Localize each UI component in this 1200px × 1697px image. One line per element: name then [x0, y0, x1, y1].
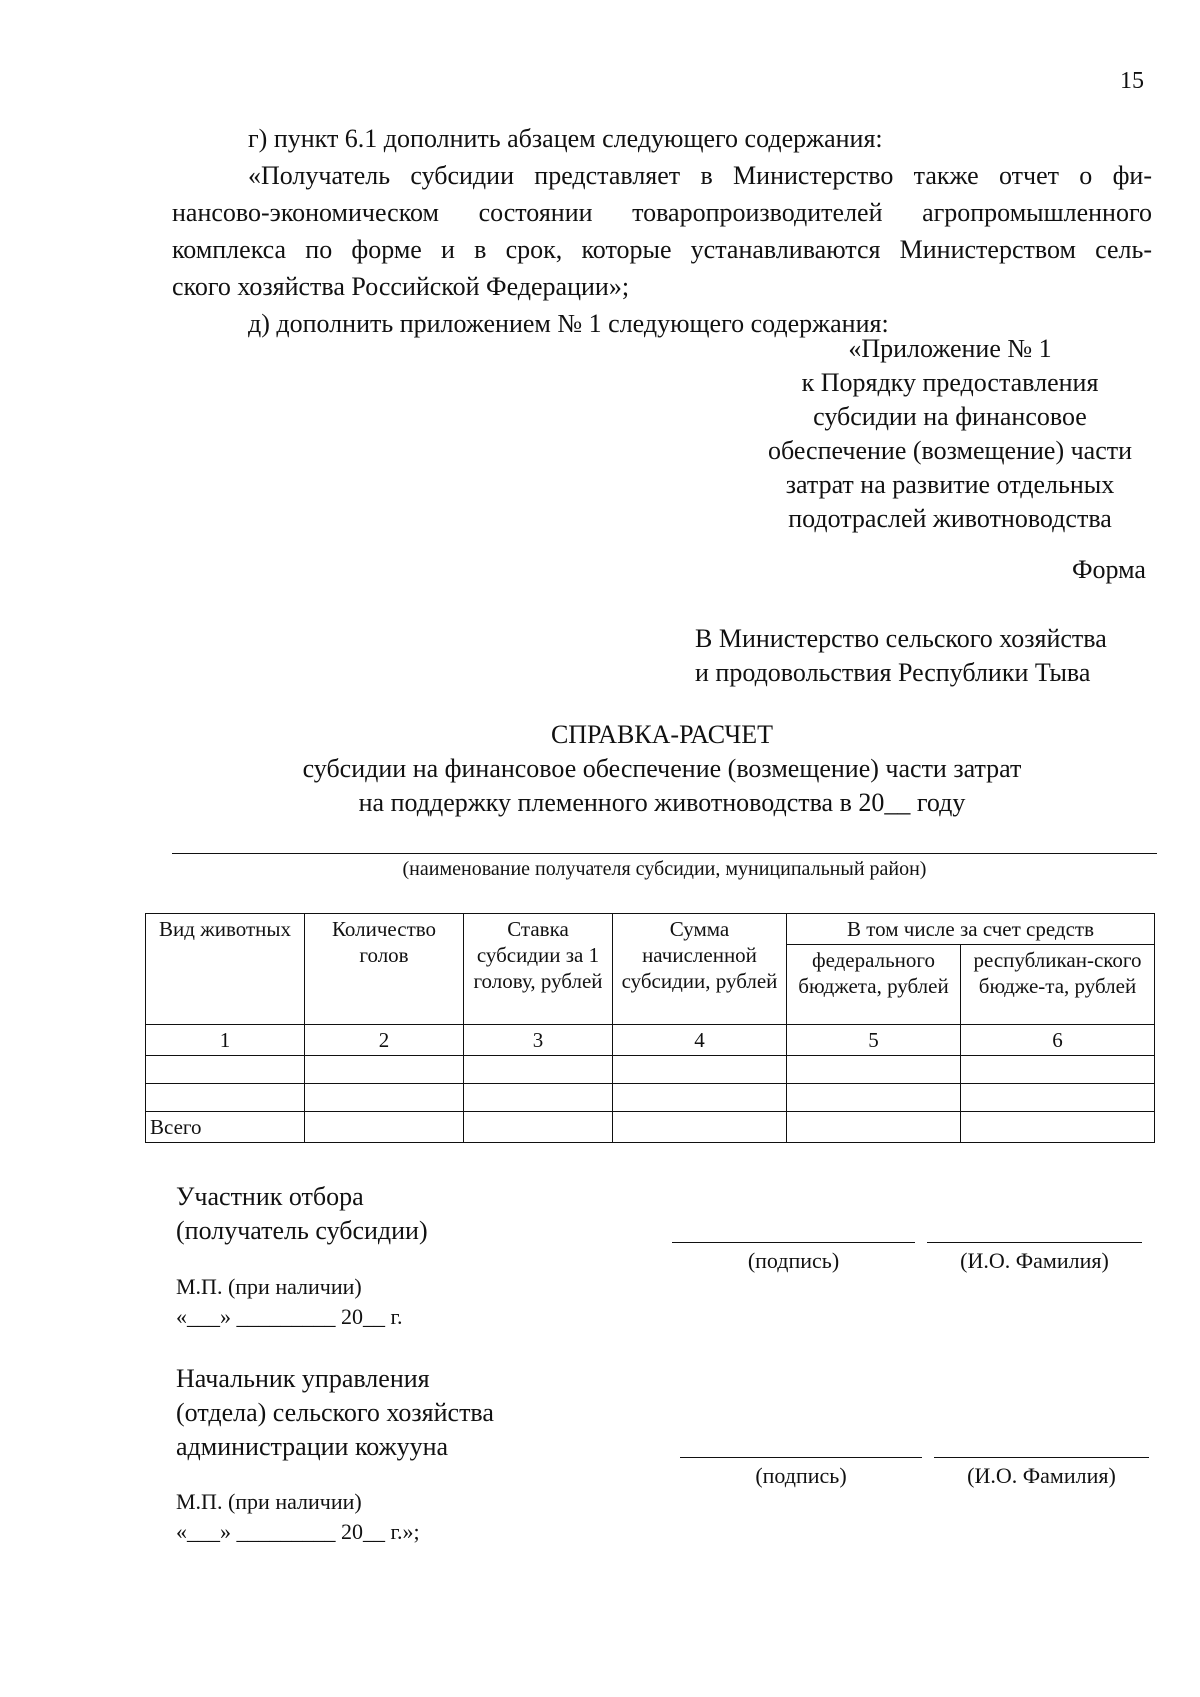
paragraph-d: д) дополнить приложением № 1 следующего содержания: — [248, 309, 889, 338]
appendix-line: «Приложение № 1 — [848, 334, 1052, 363]
head-signature-caption: (подпись) — [755, 1463, 847, 1488]
document-subtitle-line: субсидии на финансовое обеспечение (возмещение) части затрат — [302, 754, 1022, 783]
participant-name-caption: (И.О. Фамилия) — [960, 1248, 1109, 1273]
addressee-line: В Министерство сельского хозяйства — [695, 624, 1107, 653]
participant-date: «___» _________ 20__ г. — [176, 1304, 403, 1329]
recipient-name-line — [172, 853, 1157, 854]
appendix-line: субсидии на финансовое — [813, 402, 1087, 431]
table-cell[interactable] — [305, 1112, 464, 1143]
header-republic-budget: республикан-ского бюдже-та, рублей — [961, 945, 1155, 1025]
quote-line-2: нансово-экономическом состоянии товаропроизводителей агропромышленного — [172, 198, 1152, 227]
table-row — [146, 1056, 1155, 1084]
recipient-caption: (наименование получателя субсидии, муниципальный район) — [402, 858, 927, 880]
table-cell[interactable] — [961, 1112, 1155, 1143]
table-cell[interactable] — [146, 1084, 305, 1112]
column-number: 2 — [305, 1025, 464, 1056]
participant-stamp: М.П. (при наличии) — [176, 1274, 362, 1299]
page-number: 15 — [1120, 68, 1144, 94]
paragraph-g: г) пункт 6.1 дополнить абзацем следующего содержания: — [248, 124, 883, 153]
table-total-row — [146, 1112, 1155, 1143]
appendix-heading — [720, 332, 1180, 536]
appendix-line: затрат на развитие отдельных — [785, 470, 1115, 499]
table-cell[interactable] — [961, 1056, 1155, 1084]
participant-title-line: (получатель субсидии) — [176, 1216, 428, 1245]
header-federal-budget: федерального бюджета, рублей — [787, 945, 961, 1025]
table-cell[interactable] — [961, 1084, 1155, 1112]
table-cell[interactable] — [787, 1056, 961, 1084]
column-number: 5 — [787, 1025, 961, 1056]
total-label: Всего — [146, 1112, 305, 1143]
appendix-line: к Порядку предоставления — [801, 368, 1099, 397]
form-label: Форма — [1072, 555, 1146, 584]
header-amount: Сумма начисленной субсидии, рублей — [613, 914, 787, 1025]
column-number: 1 — [146, 1025, 305, 1056]
appendix-line: подотраслей животноводства — [788, 504, 1112, 533]
header-head-count: Количество голов — [305, 914, 464, 1025]
table-number-row — [146, 1025, 1155, 1056]
table-cell[interactable] — [464, 1056, 613, 1084]
table-row — [146, 1084, 1155, 1112]
quote-line-4: ского хозяйства Российской Федерации»; — [172, 272, 630, 301]
table-cell[interactable] — [787, 1084, 961, 1112]
addressee-line: и продовольствия Республики Тыва — [695, 658, 1091, 687]
document-title: СПРАВКА-РАСЧЕТ — [550, 720, 774, 749]
table-cell[interactable] — [464, 1112, 613, 1143]
table-cell[interactable] — [464, 1084, 613, 1112]
column-number: 4 — [613, 1025, 787, 1056]
participant-title-line: Участник отбора — [176, 1182, 364, 1211]
table-cell[interactable] — [613, 1112, 787, 1143]
header-rate: Ставка субсидии за 1 голову, рублей — [464, 914, 613, 1025]
document-subtitle-line: на поддержку племенного животноводства в 20__ году — [358, 788, 966, 817]
participant-name-line[interactable] — [927, 1242, 1142, 1243]
head-stamp: М.П. (при наличии) — [176, 1489, 362, 1514]
table-cell[interactable] — [305, 1084, 464, 1112]
addressee — [695, 622, 1107, 690]
table-cell[interactable] — [146, 1056, 305, 1084]
head-date: «___» _________ 20__ г.»; — [176, 1519, 420, 1544]
document-title-block — [172, 718, 1152, 820]
quote-line-1: «Получатель субсидии представляет в Министерство также отчет о фи- — [248, 161, 1152, 190]
head-title-line: (отдела) сельского хозяйства — [176, 1398, 494, 1427]
participant-title — [176, 1180, 428, 1248]
header-animal-type: Вид животных — [146, 914, 305, 1025]
participant-signature-caption: (подпись) — [747, 1248, 840, 1273]
table-cell[interactable] — [613, 1056, 787, 1084]
head-title-line: Начальник управления — [176, 1364, 430, 1393]
header-funding-sources: В том числе за счет средств — [787, 914, 1155, 945]
head-name-caption: (И.О. Фамилия) — [967, 1463, 1116, 1488]
table-header-row — [146, 914, 1155, 945]
calculation-table — [145, 913, 1155, 1143]
head-signature-line[interactable] — [680, 1457, 922, 1458]
column-number: 6 — [961, 1025, 1155, 1056]
table-cell[interactable] — [787, 1112, 961, 1143]
appendix-line: обеспечение (возмещение) части — [767, 436, 1133, 465]
head-title — [176, 1362, 494, 1464]
participant-signature-line[interactable] — [672, 1242, 915, 1243]
table-cell[interactable] — [305, 1056, 464, 1084]
quote-line-3: комплекса по форме и в срок, которые устанавливаются Министерством сель- — [172, 235, 1152, 264]
table-cell[interactable] — [613, 1084, 787, 1112]
head-title-line: администрации кожууна — [176, 1432, 449, 1461]
head-name-line[interactable] — [934, 1457, 1149, 1458]
column-number: 3 — [464, 1025, 613, 1056]
